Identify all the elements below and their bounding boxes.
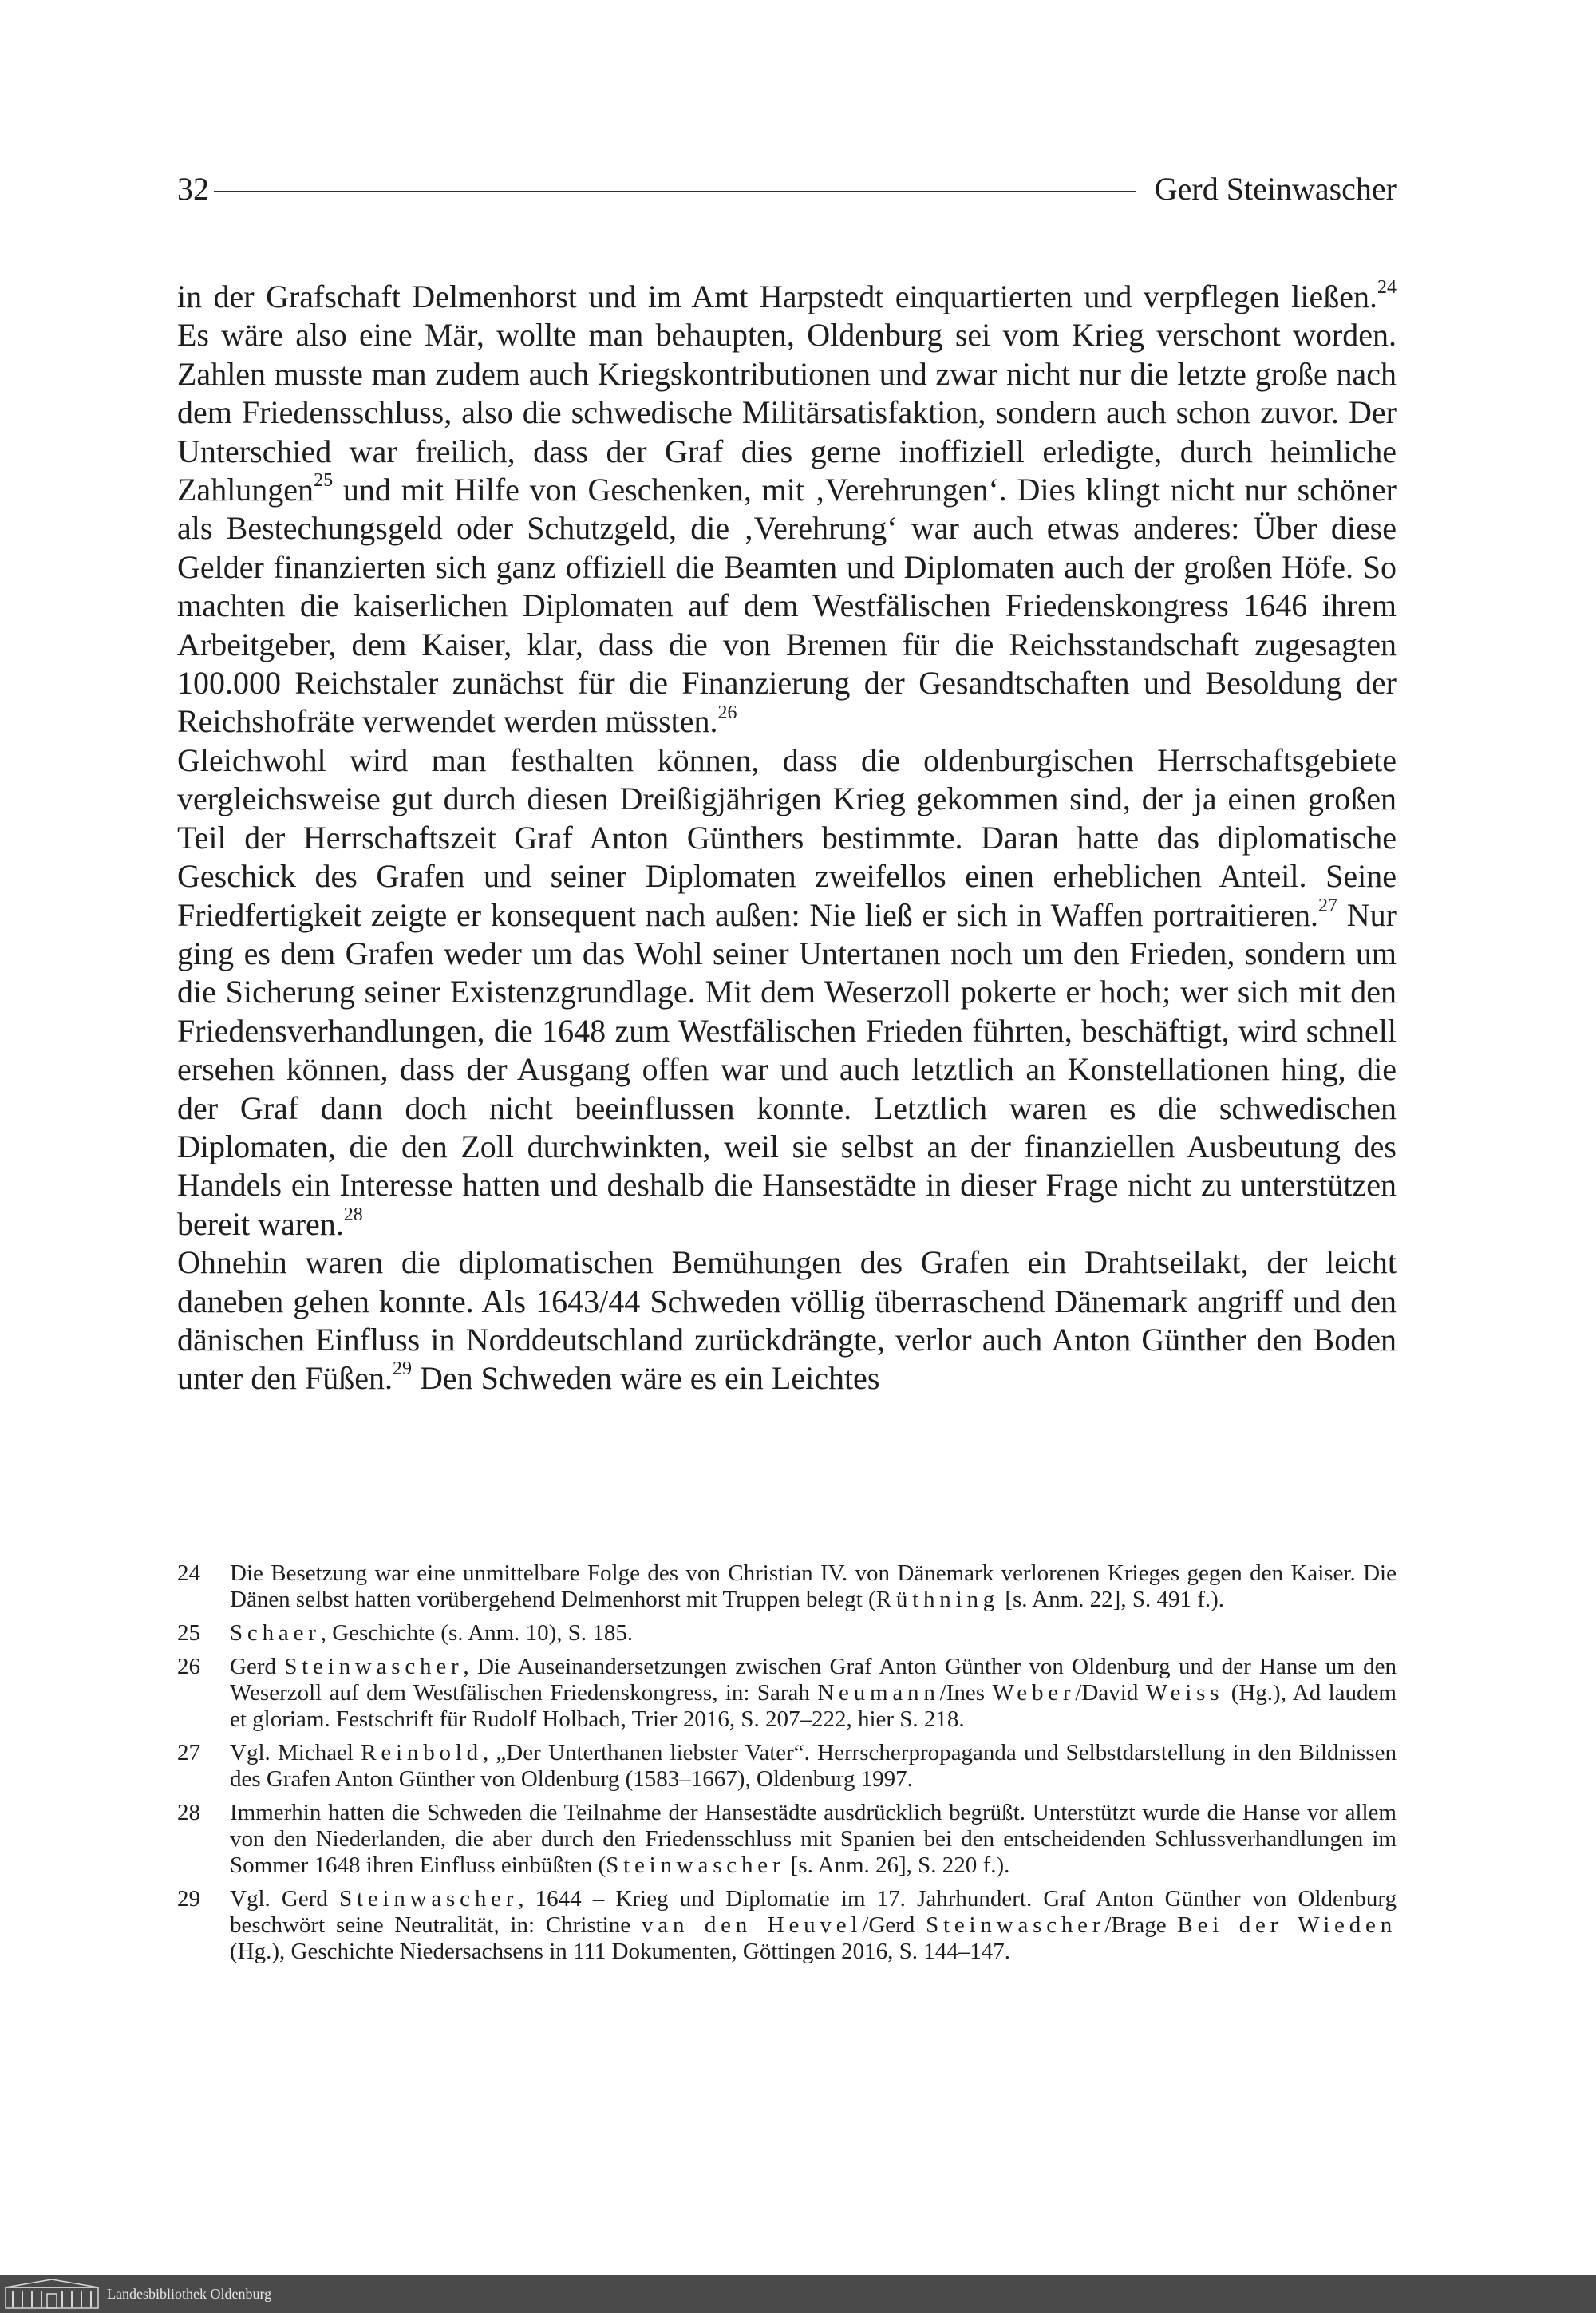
footnote-ref: 27 [1318, 895, 1338, 916]
footnote-ref: 24 [1377, 277, 1396, 299]
footnote [177, 1560, 1396, 1613]
text-run: , 1644 – Krieg und Diplomatie im 17. Jahrhundert. Graf Anton Günther von Oldenburg beschwört seine Neutralität, in: Christine [230, 1886, 1397, 1938]
author-name: Bei der Wieden [1177, 1912, 1397, 1938]
text-run: /Ines [939, 1680, 993, 1706]
running-head-author: Gerd Steinwascher [1154, 170, 1396, 207]
footnote-text [230, 1886, 1396, 1965]
text-run: , Geschichte (s. Anm. 10), S. 185. [320, 1620, 634, 1646]
paragraph [177, 741, 1396, 1243]
paragraph [177, 278, 1396, 741]
text-run: Den Schweden wäre es ein Leichtes [411, 1360, 880, 1397]
author-name: Steinwascher [926, 1912, 1105, 1938]
text-run: /Brage [1104, 1912, 1178, 1938]
footnote-text [230, 1620, 1396, 1647]
text-run: [s. Anm. 22], S. 491 f.). [999, 1587, 1225, 1612]
footnote-ref: 25 [314, 470, 334, 492]
text-run: Vgl. Michael [230, 1740, 361, 1765]
author-name: Reinbold [361, 1740, 483, 1765]
text-run: /Gerd [862, 1912, 926, 1938]
footnote-ref: 26 [717, 702, 737, 723]
text-run: (Hg.), Geschichte Niedersachsens in 111 Dokumenten, Göttingen 2016, S. 144–147. [230, 1939, 1011, 1964]
footnote [177, 1740, 1396, 1793]
author-name: Neumann [817, 1680, 940, 1706]
footnote-ref: 28 [343, 1204, 363, 1225]
author-name: Weiss [1145, 1680, 1224, 1706]
footnote-ref: 29 [392, 1358, 412, 1380]
library-name: Landesbibliothek Oldenburg [107, 2285, 272, 2302]
text-run: Gerd [230, 1654, 285, 1679]
footnote [177, 1800, 1396, 1879]
footnote-number: 26 [177, 1654, 200, 1679]
author-name: Steinwascher [284, 1654, 464, 1679]
text-run: , „Der Unterthanen liebster Vater“. Herrscherpropaganda und Selbstdarstellung in den Bildnissen des Grafen Anton Günther von Oldenburg (1583–1667), Oldenburg 1997. [230, 1740, 1396, 1792]
paragraph [177, 1243, 1396, 1398]
text-run: (Hg.), Ad laudem et gloriam. Festschrift für Rudolf Holbach, Trier 2016, S. 207–222, hier S. 218. [230, 1680, 1396, 1732]
text-run: Es wäre also eine Mär, wollte man behaupten, Oldenburg sei vom Krieg verschont worden. Zahlen musste man zudem auch Kriegskontributionen und zwar nicht nur die letzte große nach dem Friedensschluss, also die schwedische Militärsatisfaktion, sondern auch schon zuvor. Der Unterschied war freilich, dass der Graf dies gerne inoffiziell erledigte, durch heimliche Zahlungen [177, 317, 1396, 508]
running-header [177, 166, 1396, 211]
footnote-text [230, 1740, 1396, 1793]
library-footer-bar [0, 2275, 1596, 2313]
author-name: Rüthning [875, 1587, 1000, 1612]
footnotes [177, 1560, 1396, 1972]
text-run: Ohnehin waren die diplomatischen Bemühungen des Grafen ein Drahtseilakt, der leicht daneben gehen konnte. Als 1643/44 Schweden völlig überraschend Dänemark angriff und den dänischen Einfluss in Norddeutschland zurückdrängte, verlor auch Anton Günther den Boden unter den Füßen. [177, 1244, 1396, 1397]
footnote-number: 28 [177, 1800, 200, 1825]
header-rule [214, 191, 1136, 192]
footnote [177, 1886, 1396, 1965]
footnote [177, 1620, 1396, 1647]
footnote-number: 29 [177, 1886, 200, 1912]
footnote-text [230, 1654, 1396, 1733]
author-name: van den Heuvel [641, 1912, 863, 1938]
library-building-icon [5, 2278, 99, 2310]
text-run: Vgl. Gerd [230, 1886, 340, 1912]
page-number: 32 [177, 170, 209, 207]
text-run: Gleichwohl wird man festhalten können, dass die oldenburgischen Herrschaftsgebiete vergleichsweise gut durch diesen Dreißigjährigen Krieg gekommen sind, der ja einen großen Teil der Herrschaftszeit Graf Anton Günthers bestimmte. Daran hatte das diplomatische Geschick des Grafen und seiner Diplomaten zweifellos einen erheblichen Anteil. Seine Friedfertigkeit zeigte er konsequent nach außen: Nie ließ er sich in Waffen portraitieren. [177, 741, 1396, 933]
author-name: Weber [992, 1680, 1076, 1706]
text-run: in der Grafschaft Delmenhorst und im Amt Harpstedt einquartierten und verpflegen ließen. [177, 279, 1377, 314]
text-run: /David [1075, 1680, 1146, 1706]
text-run: Nur ging es dem Grafen weder um das Wohl seiner Untertanen noch um den Frieden, sondern um die Sicherung seiner Existenzgrundlage. Mit dem Weserzoll pokerte er hoch; wer sich mit den Friedensverhandlungen, die 1648 zum Westfälischen Frieden führten, beschäftigt, wird schnell ersehen können, dass der Ausgang offen war und auch letztlich an Konstellationen hing, die der Graf dann doch nicht beeinflussen konnte. Letztlich waren es die schwedischen Diplomaten, die den Zoll durchwinkten, weil sie selbst an der finanziellen Ausbeutung des Handels ein Interesse hatten und deshalb die Hansestädte in dieser Frage nicht zu unterstützen bereit waren. [177, 896, 1396, 1242]
footnote-text [230, 1560, 1396, 1613]
text-run: [s. Anm. 26], S. 220 f.). [784, 1852, 1010, 1878]
text-run: Immerhin hatten die Schweden die Teilnahme der Hansestädte ausdrücklich begrüßt. Unterstützt wurde die Hanse vor allem von den Niederlanden, die aber durch den Friedensschluss mit Spanien bei den entscheidenden Schlussverhandlungen im Sommer 1648 ihren Einfluss einbüßten ( [230, 1800, 1396, 1878]
footnote-number: 24 [177, 1560, 200, 1586]
text-run: und mit Hilfe von Geschenken, mit ‚Verehrungen‘. Dies klingt nicht nur schöner als Bestechungsgeld oder Schutzgeld, die ‚Verehrung‘ war auch etwas anderes: Über diese Gelder finanzierten sich ganz offiziell die Beamten und Diplomaten auch der großen Höfe. So machten die kaiserlichen Diplomaten auf dem Westfälischen Friedenskongress 1646 ihrem Arbeitgeber, dem Kaiser, klar, dass die von Bremen für die Reichsstandschaft zugesagten 100.000 Reichstaler zunächst für die Finanzierung der Gesandtschaften und Besoldung der Reichshofräte verwendet werden müssten. [177, 472, 1396, 740]
footnote [177, 1654, 1396, 1733]
main-text [177, 278, 1396, 1398]
footnote-number: 25 [177, 1620, 200, 1646]
author-name: Steinwascher [606, 1852, 785, 1878]
author-name: Steinwascher [339, 1886, 519, 1912]
footnote-number: 27 [177, 1740, 200, 1765]
author-name: Schaer [230, 1620, 321, 1646]
text-run: , Die Auseinandersetzungen zwischen Graf Anton Günther von Oldenburg und der Hanse um den Weserzoll auf dem Westfälischen Friedenskongress, in: Sarah [230, 1654, 1396, 1706]
footnote-text [230, 1800, 1396, 1879]
text-run: Die Besetzung war eine unmittelbare Folge des von Christian IV. von Dänemark verlorenen Krieges gegen den Kaiser. Die Dänen selbst hatten vorübergehend Delmenhorst mit Truppen belegt ( [230, 1560, 1396, 1612]
